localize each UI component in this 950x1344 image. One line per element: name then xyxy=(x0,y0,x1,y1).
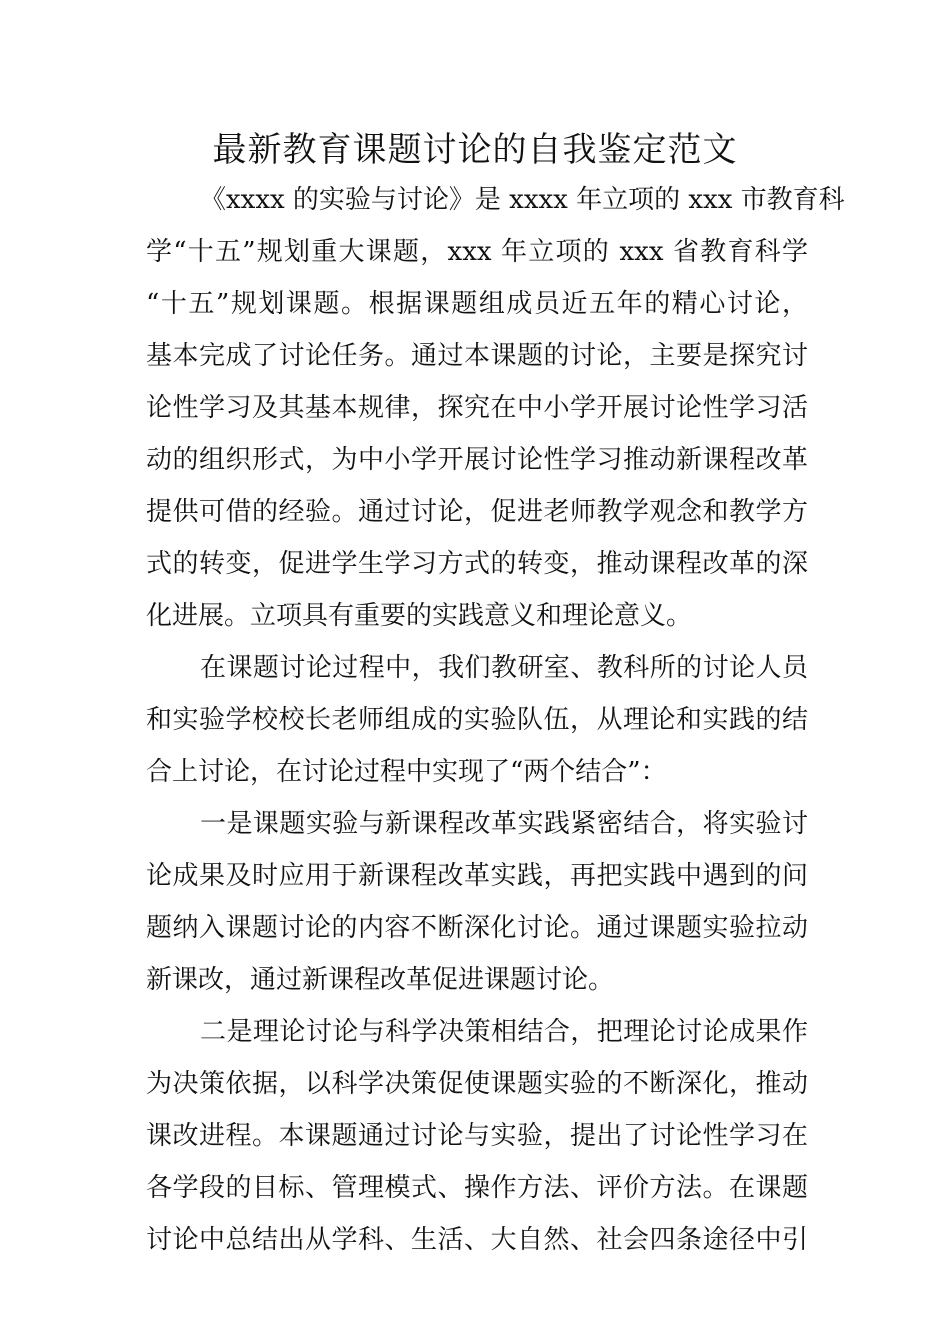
text-line: 和实验学校校长老师组成的实验队伍，从理论和实践的结 xyxy=(146,705,808,735)
text-line: 一是课题实验与新课程改革实践紧密结合，将实验讨 xyxy=(200,809,808,839)
text-line: 在课题讨论过程中，我们教研室、教科所的讨论人员 xyxy=(200,653,808,683)
text-line: 化进展。立项具有重要的实践意义和理论意义。 xyxy=(146,601,693,631)
text-line: 学“十五”规划重大课题，xxx 年立项的 xxx 省教育科学 xyxy=(146,237,808,267)
text-line: 合上讨论，在讨论过程中实现了“两个结合”： xyxy=(146,757,667,787)
text-line: 各学段的目标、管理模式、操作方法、评价方法。在课题 xyxy=(146,1173,808,1203)
text-line: 动的组织形式，为中小学开展讨论性学习推动新课程改革 xyxy=(146,445,808,475)
document-title: 最新教育课题讨论的自我鉴定范文 xyxy=(212,130,738,170)
text-line: 讨论中总结出从学科、生活、大自然、社会四条途径中引 xyxy=(146,1225,808,1255)
text-line: 为决策依据，以科学决策促使课题实验的不断深化，推动 xyxy=(146,1069,808,1099)
text-line: 论性学习及其基本规律，探究在中小学开展讨论性学习活 xyxy=(146,393,808,423)
text-line: 二是理论讨论与科学决策相结合，把理论讨论成果作 xyxy=(200,1017,808,1047)
text-line: 提供可借的经验。通过讨论，促进老师教学观念和教学方 xyxy=(146,497,808,527)
text-line: 《xxxx 的实验与讨论》是 xxxx 年立项的 xxx 市教育科 xyxy=(200,185,845,215)
text-line: 论成果及时应用于新课程改革实践，再把实践中遇到的问 xyxy=(146,861,808,891)
text-line: “十五”规划课题。根据课题组成员近五年的精心讨论， xyxy=(146,289,808,319)
text-line: 基本完成了讨论任务。通过本课题的讨论，主要是探究讨 xyxy=(146,341,808,371)
text-line: 题纳入课题讨论的内容不断深化讨论。通过课题实验拉动 xyxy=(146,913,808,943)
document-body xyxy=(146,180,845,1255)
text-line: 课改进程。本课题通过讨论与实验，提出了讨论性学习在 xyxy=(146,1121,808,1151)
text-line: 式的转变，促进学生学习方式的转变，推动课程改革的深 xyxy=(146,549,808,579)
text-line: 新课改，通过新课程改革促进课题讨论。 xyxy=(146,965,615,995)
